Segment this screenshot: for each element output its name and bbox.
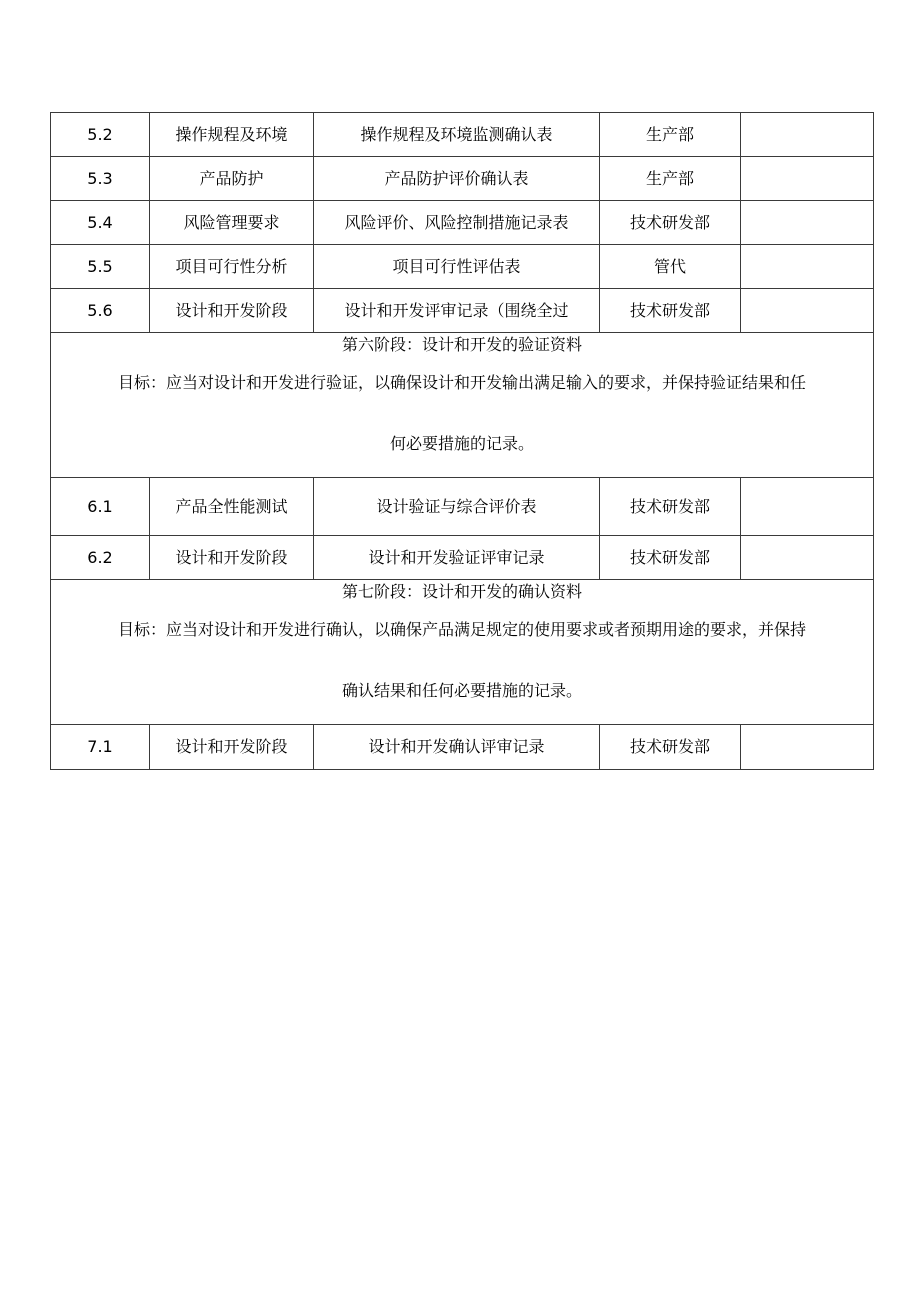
section-six-goal-line2: 何必要措施的记录。: [389, 434, 534, 453]
note-cell: [741, 536, 874, 580]
department: 技术研发部: [600, 289, 741, 333]
item-name: 产品防护: [150, 157, 314, 201]
item-name: 设计和开发阶段: [150, 289, 314, 333]
section-row: [51, 580, 874, 725]
table-row: [51, 478, 874, 536]
record-name: 设计和开发评审记录（围绕全过: [314, 289, 600, 333]
record-name: 风险评价、风险控制措施记录表: [314, 201, 600, 245]
section-seven-goal-line2: 确认结果和任何必要措施的记录。: [341, 681, 582, 700]
note-cell: [741, 201, 874, 245]
record-name: 项目可行性评估表: [314, 245, 600, 289]
section-seven-goal-line1: 目标：应当对设计和开发进行确认，以确保产品满足规定的使用要求或者预期用途的要求，并保持: [117, 620, 806, 639]
department: 生产部: [600, 113, 741, 157]
department: 技术研发部: [600, 725, 741, 770]
item-name: 风险管理要求: [150, 201, 314, 245]
item-name: 设计和开发阶段: [150, 536, 314, 580]
section-six-goal-line1: 目标：应当对设计和开发进行验证，以确保设计和开发输出满足输入的要求，并保持验证结果和任: [117, 373, 806, 392]
item-number: 5.3: [51, 157, 150, 201]
note-cell: [741, 478, 874, 536]
section-seven-cell: [51, 580, 874, 725]
note-cell: [741, 289, 874, 333]
department: 管代: [600, 245, 741, 289]
item-number: 5.5: [51, 245, 150, 289]
table-row: [51, 245, 874, 289]
record-name: 设计验证与综合评价表: [314, 478, 600, 536]
note-cell: [741, 113, 874, 157]
section-six-cell: [51, 333, 874, 478]
item-number: 6.1: [51, 478, 150, 536]
section-six-title: 第六阶段：设计和开发的验证资料: [341, 335, 582, 354]
note-cell: [741, 157, 874, 201]
record-name: 设计和开发验证评审记录: [314, 536, 600, 580]
table-row: [51, 289, 874, 333]
department: 技术研发部: [600, 536, 741, 580]
note-cell: [741, 725, 874, 770]
section-row: [51, 333, 874, 478]
item-number: 6.2: [51, 536, 150, 580]
item-number: 5.2: [51, 113, 150, 157]
table-row: [51, 725, 874, 770]
department: 生产部: [600, 157, 741, 201]
item-name: 设计和开发阶段: [150, 725, 314, 770]
item-name: 项目可行性分析: [150, 245, 314, 289]
department: 技术研发部: [600, 201, 741, 245]
record-name: 产品防护评价确认表: [314, 157, 600, 201]
record-name: 操作规程及环境监测确认表: [314, 113, 600, 157]
note-cell: [741, 245, 874, 289]
table-row: [51, 157, 874, 201]
table-row: [51, 536, 874, 580]
item-number: 5.6: [51, 289, 150, 333]
item-number: 7.1: [51, 725, 150, 770]
table-row: [51, 201, 874, 245]
department: 技术研发部: [600, 478, 741, 536]
item-name: 操作规程及环境: [150, 113, 314, 157]
section-seven-title: 第七阶段：设计和开发的确认资料: [341, 582, 582, 601]
table-row: [51, 113, 874, 157]
record-name: 设计和开发确认评审记录: [314, 725, 600, 770]
item-name: 产品全性能测试: [150, 478, 314, 536]
item-number: 5.4: [51, 201, 150, 245]
document-table: [50, 112, 874, 770]
